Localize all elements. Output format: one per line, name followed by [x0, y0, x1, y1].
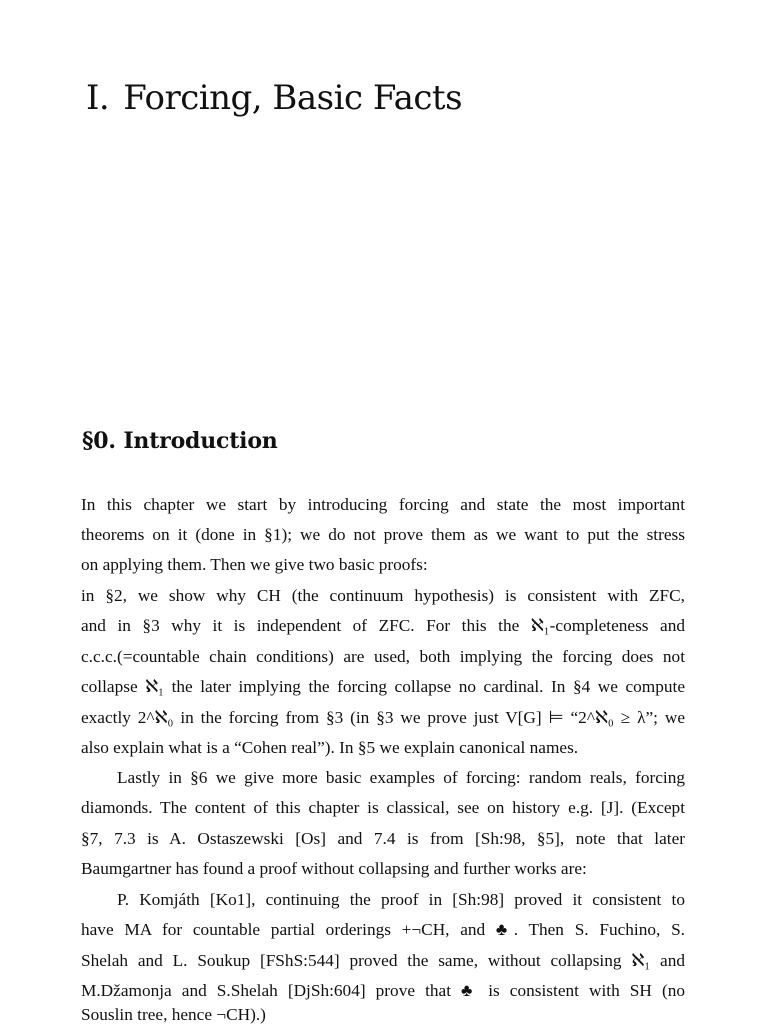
text-line: P. Komjáth [Ko1], continuing the proof in [Sh:98] proved it consistent to — [117, 890, 685, 909]
text-line: have MA for countable partial orderings +¬CH, and ♣. Then S. Fuchino, S. — [81, 920, 685, 939]
text-line: Baumgartner has found a proof without collapsing and further works are: — [81, 859, 587, 878]
text-line: M.Džamonja and S.Shelah [DjSh:604] prove that ♣ is consistent with SH (no — [81, 981, 685, 1000]
chapter-number: I. — [86, 78, 110, 118]
chapter-title — [86, 78, 462, 118]
text-line: Lastly in §6 we give more basic examples of forcing: random reals, forcing — [117, 768, 685, 787]
text-line: exactly 2^ℵ₀ in the forcing from §3 (in §3 we prove just V[G] ⊨ “2^ℵ₀ ≥ λ”; we — [81, 708, 685, 727]
text-line: §7, 7.3 is A. Ostaszewski [Os] and 7.4 is from [Sh:98, §5], note that later — [81, 829, 685, 848]
text-line: Shelah and L. Soukup [FShS:544] proved the same, without collapsing ℵ₁ and — [81, 951, 685, 970]
text-line: diamonds. The content of this chapter is classical, see on history e.g. [J]. (Except — [81, 798, 685, 817]
text-line: Souslin tree, hence ¬CH).) — [81, 1005, 266, 1024]
chapter-title-text: Forcing, Basic Facts — [123, 78, 463, 118]
text-line: in §2, we show why CH (the continuum hypothesis) is consistent with ZFC, — [81, 586, 685, 605]
text-line: c.c.c.(=countable chain conditions) are used, both implying the forcing does not — [81, 647, 685, 666]
text-line: on applying them. Then we give two basic proofs: — [81, 555, 428, 574]
text-line: In this chapter we start by introducing forcing and state the most important — [81, 495, 685, 514]
text-line: also explain what is a “Cohen real”). In §5 we explain canonical names. — [81, 738, 579, 757]
text-line: theorems on it (done in §1); we do not prove them as we want to put the stress — [81, 525, 685, 544]
text-line: collapse ℵ₁ the later implying the forcing collapse no cardinal. In §4 we compute — [81, 677, 685, 696]
text-line: and in §3 why it is independent of ZFC. For this the ℵ₁-completeness and — [81, 616, 685, 635]
section-heading: §0. Introduction — [82, 428, 278, 454]
